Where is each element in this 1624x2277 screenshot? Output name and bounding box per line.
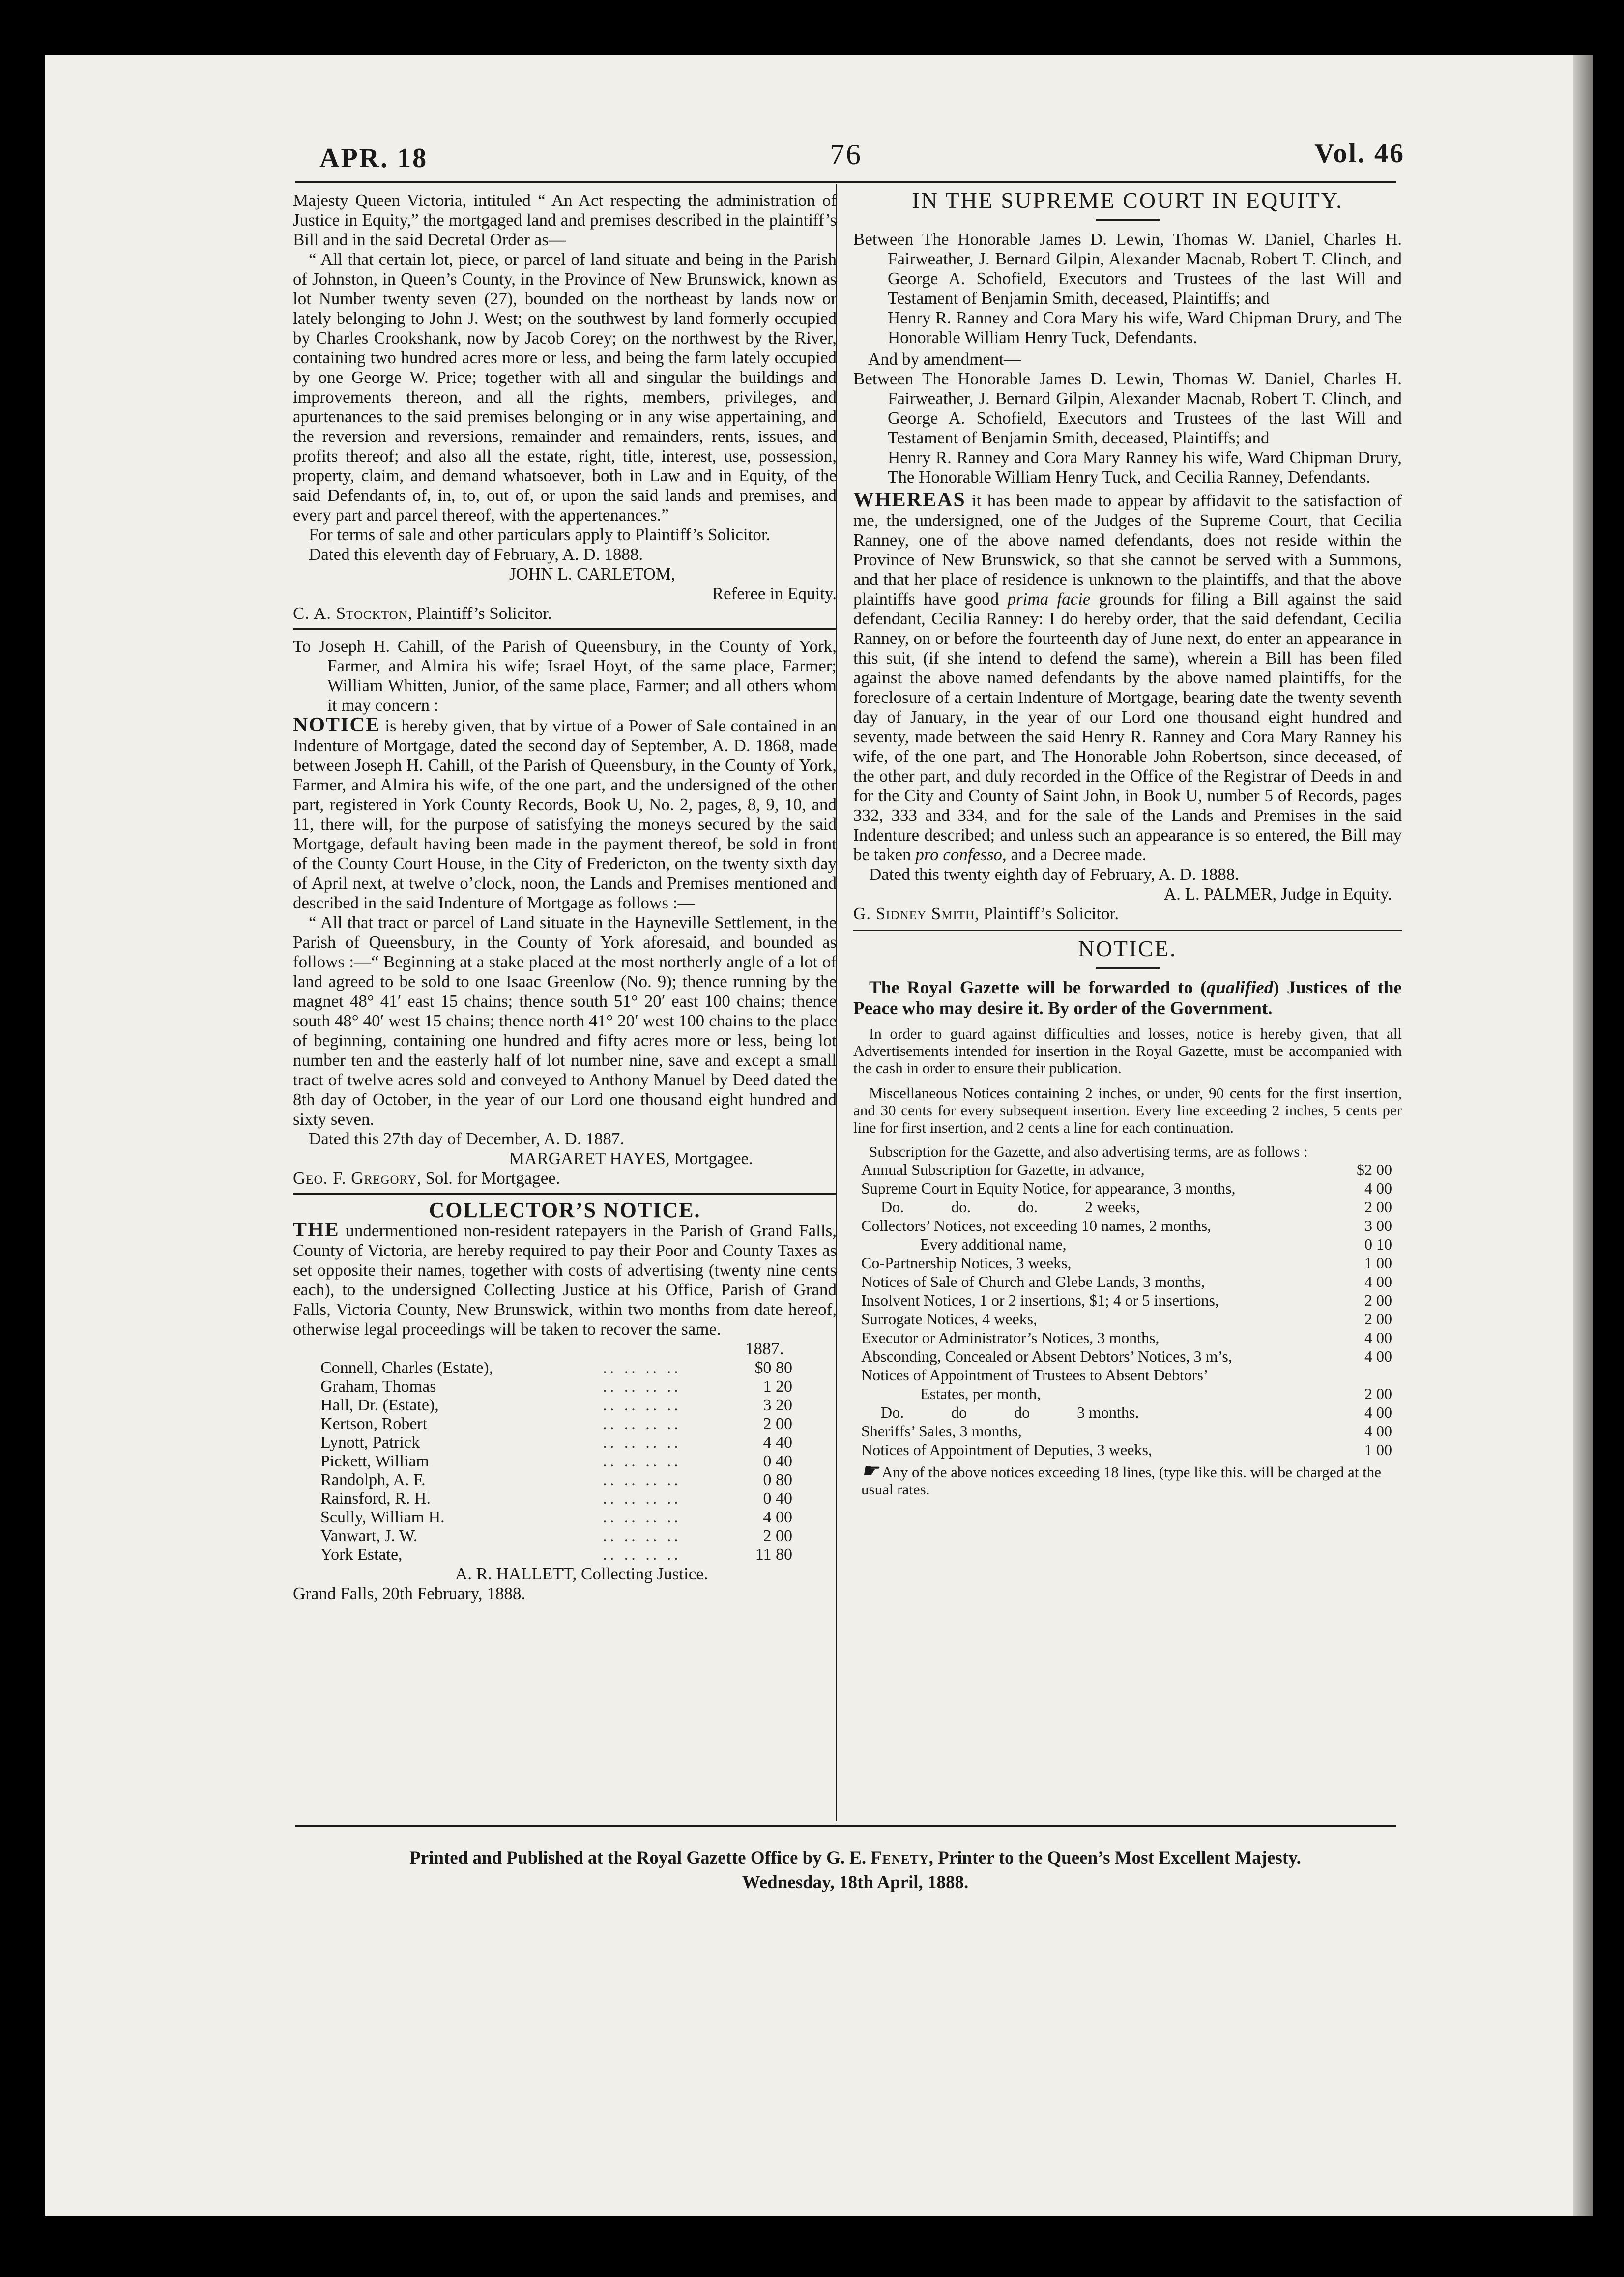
collector-signer: A. R. HALLETT, Collecting Justice. bbox=[455, 1564, 708, 1583]
court-pro-confesso: pro confesso bbox=[915, 845, 1002, 864]
rate-row-label: Do. do. do. 2 weeks, bbox=[881, 1198, 1140, 1216]
rate-row-amount: 4 00 bbox=[1364, 1347, 1392, 1365]
notice2-lead: NOTICE bbox=[293, 714, 380, 736]
rate-row-label: Do. do do 3 months. bbox=[881, 1403, 1139, 1421]
header-rule bbox=[295, 181, 1396, 183]
collector-row bbox=[320, 1433, 792, 1452]
collector-row bbox=[320, 1396, 792, 1415]
rate-row bbox=[861, 1254, 1392, 1272]
collector-row bbox=[320, 1527, 792, 1546]
court-order-text-2: grounds for filing a Bill against the said defendant, Cecilia Ranney: I do hereby order, that the said defendant, Cecilia Ranney, on or before the fourteenth day of June next, do enter an appearance in this suit, (if she intend to defend the same), wherein a Bill has been filed against the above named defendants by the above named plaintiffs, for the foreclosure of a certain Indenture of Mortgage, bearing date the twenty seventh day of January, in the year of our Lord one thousand eight hundred and seventy, made between the said Henry R. Ranney and Cora Mary Ranney his wife, of the one part, and The Honorable John Robertson, since deceased, of the other part, and duly recorded in the Office of the Registrar of Deeds in and for the City and County of Saint John, in Book U, number 5 of Records, pages 332, 333 and 334, and for the sale of the Lands and Premises in the said Indenture described; and unless such an appearance is so entered, the Bill may be taken bbox=[853, 589, 1402, 864]
rate-row-amount: 1 00 bbox=[1364, 1254, 1392, 1272]
rate-row-label: Executor or Administrator’s Notices, 3 months, bbox=[861, 1329, 1160, 1346]
rate-row bbox=[861, 1310, 1392, 1328]
rate-row bbox=[861, 1197, 1392, 1216]
rate-row bbox=[861, 1403, 1392, 1422]
page-header bbox=[279, 133, 1405, 177]
collector-row-amount: 4 00 bbox=[763, 1508, 792, 1526]
collector-row-amount: 0 40 bbox=[763, 1489, 792, 1508]
collector-row-name: Kertson, Robert bbox=[320, 1415, 428, 1433]
court-order-text-1: it has been made to appear by affidavit to the satisfaction of me, the undersigned, one of the Judges of the Supreme Court, that Cecilia Ranney, one of the above named defendants, does not reside within the Province of New Brunswick, so that she cannot be served with a Summons, and that her place of residence is unknown to the plaintiffs, and that the above plaintiffs have good bbox=[853, 491, 1402, 609]
collector-row-amount: 4 40 bbox=[763, 1433, 792, 1452]
pointing-hand-icon: ☛ bbox=[861, 1460, 879, 1482]
footer-line-2: Wednesday, 18th April, 1888. bbox=[742, 1872, 969, 1893]
notice-title: NOTICE. bbox=[1078, 936, 1177, 961]
notice1-dated: Dated this eleventh day of February, A. D. 1888. bbox=[309, 545, 643, 564]
notice1-solicitor-title: , Plaintiff’s Solicitor. bbox=[407, 604, 552, 623]
rate-row-label: Collectors’ Notices, not exceeding 10 names, 2 months, bbox=[861, 1217, 1212, 1234]
court-prima-facie: prima facie bbox=[1007, 589, 1091, 609]
notice2-solicitor bbox=[293, 1168, 837, 1188]
court-dated: Dated this twenty eighth day of February, A. D. 1888. bbox=[869, 865, 1240, 884]
collector-row-name: Hall, Dr. (Estate), bbox=[320, 1396, 439, 1414]
rate-row-label: Insolvent Notices, 1 or 2 insertions, $1; 4 or 5 insertions, bbox=[861, 1291, 1219, 1309]
rate-row-amount: 0 10 bbox=[1364, 1235, 1392, 1253]
notice-gazette bbox=[853, 978, 1402, 1019]
footer-line-1-start: Printed and Published at the Royal Gazette Office by G. E. bbox=[409, 1848, 871, 1868]
right-column bbox=[853, 188, 1402, 1498]
rate-row bbox=[861, 1366, 1392, 1384]
volume-number: Vol. 46 bbox=[1314, 138, 1405, 169]
collector-text: undermentioned non-resident ratepayers in the Parish of Grand Falls, County of Victoria, are hereby required to pay their Poor and County Taxes as set opposite their names, together with costs of advertising (twenty nine cents each), to the undersigned Collecting Justice at his Office, Parish of Grand Falls, Victoria County, New Brunswick, within two months from date hereof, otherwise legal proceedings will be taken to recover the same. bbox=[293, 1221, 837, 1339]
rate-row-label: Surrogate Notices, 4 weeks, bbox=[861, 1310, 1038, 1328]
collector-row-name: Randolph, A. F. bbox=[320, 1471, 426, 1489]
court-signer: A. L. PALMER, Judge in Equity. bbox=[1163, 884, 1392, 904]
rate-row bbox=[861, 1422, 1392, 1440]
collector-row bbox=[320, 1508, 792, 1527]
court-title: IN THE SUPREME COURT IN EQUITY. bbox=[912, 188, 1343, 213]
footer-rule bbox=[295, 1825, 1396, 1827]
notice-misc: Miscellaneous Notices containing 2 inches, or under, 90 cents for the first insertion, and 30 cents for every subsequent insertion. Every line exceeding 2 inches, 5 cents per line for first insertion, and 2 cents a line for each continuation. bbox=[853, 1084, 1402, 1136]
collector-row-amount: 2 00 bbox=[763, 1527, 792, 1545]
rate-row-amount: 4 00 bbox=[1364, 1329, 1392, 1346]
notice1-description: “ All that certain lot, piece, or parcel of land situate and being in the Parish of Johnston, in Queen’s County, in the Province of New Brunswick, known as lot Number twenty seven (27), bounded on the northeast by lands now or lately belonging to John J. West; on the southwest by land formerly occupied by Charles Crookshank, now by Jacob Corey; on the northwest by the River, containing two hundred acres more or less, and being the farm lately occupied by one George W. Price; together with all and singular the buildings and improvements thereon, and all the rights, members, privileges, and apurtenances to the said premises belonging or in any wise appertaining, and the reversion and reversions, remainder and remainders, rents, issues, and profits thereof; and also all the estate, right, title, interest, use, possession, property, claim, and demand whatsoever, both in Law and in Equity, of the said Defendants of, in, to, out of, or upon the said lands and premises, and every part and parcel thereof, with the appertenances.” bbox=[293, 250, 837, 525]
notice-hand-text: Any of the above notices exceeding 18 lines, (type like this. will be charged at the usual rates. bbox=[861, 1463, 1382, 1498]
court-order bbox=[853, 490, 1402, 865]
court-between-2: Between The Honorable James D. Lewin, Thomas W. Daniel, Charles H. Fairweather, J. Bernard Gilpin, Alexander Macnab, Robert T. Clinch, and George A. Schofield, Executors and Trustees of the last Will and Testament of Benjamin Smith, deceased, Plaintiffs; and bbox=[853, 369, 1402, 447]
collector-row-amount: 0 40 bbox=[763, 1452, 792, 1470]
notice-subscription: Subscription for the Gazette, and also advertising terms, are as follows : bbox=[869, 1143, 1308, 1160]
collector-row bbox=[320, 1377, 792, 1396]
rate-row-label: Notices of Appointment of Deputies, 3 weeks, bbox=[861, 1441, 1152, 1459]
rate-row-amount bbox=[1346, 1366, 1392, 1384]
rate-row-label: Absconding, Concealed or Absent Debtors’ Notices, 3 m’s, bbox=[861, 1347, 1232, 1365]
collector-row-leader: .. .. .. .. bbox=[603, 1527, 681, 1545]
footer-line-1-end: , Printer to the Queen’s Most Excellent Majesty. bbox=[928, 1848, 1301, 1868]
rate-row bbox=[861, 1328, 1392, 1347]
notice-guard: In order to guard against difficulties and losses, notice is hereby given, that all Advertisements intended for insertion in the Royal Gazette, must be accompanied with the cash in order to ensure their publication. bbox=[853, 1025, 1402, 1077]
rate-row-amount: 2 00 bbox=[1364, 1385, 1392, 1402]
court-solicitor-name: G. Sidney Smith bbox=[853, 904, 975, 923]
notice2-dated: Dated this 27th day of December, A. D. 1887. bbox=[309, 1129, 625, 1148]
collector-row-leader: .. .. .. .. bbox=[603, 1489, 681, 1508]
rate-row-amount: 2 00 bbox=[1364, 1291, 1392, 1309]
page-footer bbox=[315, 1846, 1396, 1895]
rate-row bbox=[861, 1272, 1392, 1291]
collector-row-leader: .. .. .. .. bbox=[603, 1359, 681, 1377]
collector-row-name: Lynott, Patrick bbox=[320, 1433, 420, 1452]
collector-row-leader: .. .. .. .. bbox=[603, 1471, 681, 1489]
collector-place-date: Grand Falls, 20th February, 1888. bbox=[293, 1584, 526, 1603]
notice2-solicitor-name: Geo. F. Gregory bbox=[293, 1168, 417, 1188]
notice-qualified: qualified bbox=[1206, 978, 1274, 998]
rate-row bbox=[861, 1235, 1392, 1254]
collector-row-name: Rainsford, R. H. bbox=[320, 1489, 431, 1508]
rate-row-amount: 1 00 bbox=[1364, 1441, 1392, 1459]
notice1-opening: Majesty Queen Victoria, intituled “ An Act respecting the administration of Justice in Equity,” the mortgaged land and premises described in the plaintiff’s Bill and in the said Decretal Order as— bbox=[293, 191, 837, 249]
court-solicitor bbox=[853, 904, 1402, 924]
collector-row-amount: 11 80 bbox=[755, 1546, 792, 1564]
rates-table bbox=[861, 1160, 1392, 1459]
rate-row bbox=[861, 1160, 1392, 1179]
rate-row bbox=[861, 1440, 1392, 1459]
rate-row-label: Co-Partnership Notices, 3 weeks, bbox=[861, 1254, 1072, 1272]
collector-row-leader: .. .. .. .. bbox=[603, 1396, 681, 1414]
collector-row bbox=[320, 1489, 792, 1508]
collector-row bbox=[320, 1359, 792, 1377]
footer-printer-name: Fenety bbox=[870, 1848, 929, 1868]
notice2-text: is hereby given, that by virtue of a Power of Sale contained in an Indenture of Mortgage, dated the second day of September, A. D. 1868, made between Joseph H. Cahill, of the Parish of Queensbury, in the County of York, Farmer, and Almira his wife, of the one part, and the undersigned of the other part, registered in York County Records, Book U, No. 2, pages, 8, 9, 10, and 11, there will, for the purpose of satisfying the moneys secured by the said Mortgage, default having been made in the payment thereof, be sold in front of the County Court House, in the City of Fredericton, on the twenty sixth day of April next, at twelve o’clock, noon, the Lands and Premises mentioned and described in the said Indenture of Mortgage as follows :— bbox=[293, 716, 837, 912]
footer-line-1 bbox=[315, 1846, 1396, 1870]
collector-row-leader: .. .. .. .. bbox=[603, 1546, 681, 1564]
collector-row-name: Connell, Charles (Estate), bbox=[320, 1359, 493, 1377]
notice-gazette-2: ) Justices of the Peace who may desire it. By order of the Government. bbox=[853, 978, 1402, 1019]
header-date: APR. 18 bbox=[319, 143, 428, 174]
collector-row bbox=[320, 1546, 792, 1564]
page-number: 76 bbox=[830, 138, 862, 171]
collector-row-amount: 0 80 bbox=[763, 1471, 792, 1489]
collector-row-amount: $0 80 bbox=[754, 1359, 792, 1377]
notice2-addressees: To Joseph H. Cahill, of the Parish of Queensbury, in the County of York, Farmer, and Almira his wife; Israel Hoyt, of the same place, Farmer; William Whitten, Junior, of the same place, Farmer; and all others whom it may concern : bbox=[293, 637, 837, 715]
notice1-rule bbox=[293, 628, 837, 630]
court-order-text-3: , and a Decree made. bbox=[1002, 845, 1147, 864]
court-title-rule bbox=[1096, 219, 1160, 221]
rate-row-label: Annual Subscription for Gazette, in advance, bbox=[861, 1161, 1145, 1178]
collector-table bbox=[320, 1359, 792, 1564]
notice2-body bbox=[293, 715, 837, 913]
rate-row-label: Notices of Sale of Church and Glebe Lands, 3 months, bbox=[861, 1273, 1205, 1290]
collector-row-name: Scully, William H. bbox=[320, 1508, 445, 1526]
rate-row-label: Sheriffs’ Sales, 3 months, bbox=[861, 1422, 1022, 1440]
collector-row bbox=[320, 1471, 792, 1489]
notice2-rule bbox=[293, 1193, 837, 1195]
collector-row-leader: .. .. .. .. bbox=[603, 1508, 681, 1526]
rate-row-label: Supreme Court in Equity Notice, for appearance, 3 months, bbox=[861, 1179, 1236, 1197]
collector-year: 1887. bbox=[745, 1339, 784, 1358]
rate-row-amount: 4 00 bbox=[1364, 1403, 1392, 1421]
collector-row-name: Graham, Thomas bbox=[320, 1377, 436, 1396]
court-amendment: And by amendment— bbox=[868, 350, 1021, 369]
notice1-signer-title: Referee in Equity. bbox=[712, 584, 837, 603]
court-defendants-2: Henry R. Ranney and Cora Mary Ranney his wife, Ward Chipman Drury, The Honorable William Henry Tuck, and Cecilia Ranney, Defendants. bbox=[888, 448, 1402, 487]
rate-row-amount: 4 00 bbox=[1364, 1179, 1392, 1197]
notice1-solicitor-name: C. A. Stockton bbox=[293, 604, 408, 623]
rate-row-amount: 2 00 bbox=[1364, 1310, 1392, 1328]
collector-row-leader: .. .. .. .. bbox=[603, 1415, 681, 1433]
collector-row-amount: 2 00 bbox=[763, 1415, 792, 1433]
court-between-1: Between The Honorable James D. Lewin, Thomas W. Daniel, Charles H. Fairweather, J. Bernard Gilpin, Alexander Macnab, Robert T. Clinch, and George A. Schofield, Executors and Trustees of the last Will and Testament of Benjamin Smith, deceased, Plaintiffs; and bbox=[853, 230, 1402, 308]
notice2-description: “ All that tract or parcel of Land situate in the Hayneville Settlement, in the Parish of Queensbury, in the County of York aforesaid, and bounded as follows :—“ Beginning at a stake placed at the most northerly angle of a lot of land agreed to be sold to one Isaac Greenlow (No. 9); thence running by the magnet 48° 41′ east 15 chains; thence south 51° 20′ east 100 chains; thence south 48° 40′ west 15 chains; thence north 41° 20′ west 100 chains to the place of beginning, containing one hundred and fifty acres more or less, being lot number ten and the easterly half of lot number nine, save and except a small tract of twelve acres sold and conveyed to Anthony Manuel by Deed dated the 8th day of October, in the year of our Lord one thousand eight hundred and sixty seven. bbox=[293, 913, 837, 1129]
page-edge bbox=[1573, 55, 1593, 2216]
rate-row-amount: $2 00 bbox=[1357, 1161, 1392, 1178]
collector-row-amount: 1 20 bbox=[763, 1377, 792, 1396]
rate-row-amount: 4 00 bbox=[1364, 1273, 1392, 1290]
notice-title-rule bbox=[1096, 967, 1160, 969]
notice-gazette-1: The Royal Gazette will be forwarded to ( bbox=[869, 978, 1207, 998]
collector-row-name: Pickett, William bbox=[320, 1452, 429, 1470]
collector-row-amount: 3 20 bbox=[763, 1396, 792, 1414]
rate-row-amount: 4 00 bbox=[1364, 1422, 1392, 1440]
collector-row-leader: .. .. .. .. bbox=[603, 1433, 681, 1452]
collector-lead: THE bbox=[293, 1219, 340, 1241]
notice1-terms: For terms of sale and other particulars apply to Plaintiff’s Solicitor. bbox=[309, 525, 771, 544]
collector-row-name: Vanwart, J. W. bbox=[320, 1527, 418, 1545]
rate-row-label: Estates, per month, bbox=[920, 1385, 1041, 1402]
left-column bbox=[293, 191, 837, 1604]
rate-row bbox=[861, 1291, 1392, 1310]
rate-row bbox=[861, 1347, 1392, 1366]
collector-body bbox=[293, 1220, 837, 1339]
rate-row bbox=[861, 1384, 1392, 1403]
collector-row bbox=[320, 1452, 792, 1471]
notice1-signer: JOHN L. CARLETOM, bbox=[509, 564, 675, 584]
collector-title: COLLECTOR’S NOTICE. bbox=[429, 1198, 701, 1222]
court-solicitor-title: , Plaintiff’s Solicitor. bbox=[975, 904, 1119, 923]
rate-row-label: Every additional name, bbox=[920, 1235, 1067, 1253]
notice1-solicitor bbox=[293, 604, 837, 623]
collector-row-name: York Estate, bbox=[320, 1546, 403, 1564]
court-lead: WHEREAS bbox=[853, 489, 966, 511]
collector-row bbox=[320, 1415, 792, 1433]
rate-row bbox=[861, 1179, 1392, 1197]
rate-row-label: Notices of Appointment of Trustees to Absent Debtors’ bbox=[861, 1366, 1209, 1384]
collector-row-leader: .. .. .. .. bbox=[603, 1452, 681, 1470]
rate-row-amount: 3 00 bbox=[1364, 1217, 1392, 1234]
rate-row bbox=[861, 1216, 1392, 1235]
notice2-solicitor-title: , Sol. for Mortgagee. bbox=[416, 1168, 560, 1188]
notice2-signer: MARGARET HAYES, Mortgagee. bbox=[509, 1149, 753, 1168]
court-defendants-1: Henry R. Ranney and Cora Mary his wife, Ward Chipman Drury, and The Honorable William Henry Tuck, Defendants. bbox=[888, 308, 1402, 347]
collector-row-leader: .. .. .. .. bbox=[603, 1377, 681, 1396]
rate-row-amount: 2 00 bbox=[1364, 1198, 1392, 1216]
court-rule bbox=[853, 930, 1402, 931]
notice-hand-note bbox=[853, 1462, 1402, 1498]
